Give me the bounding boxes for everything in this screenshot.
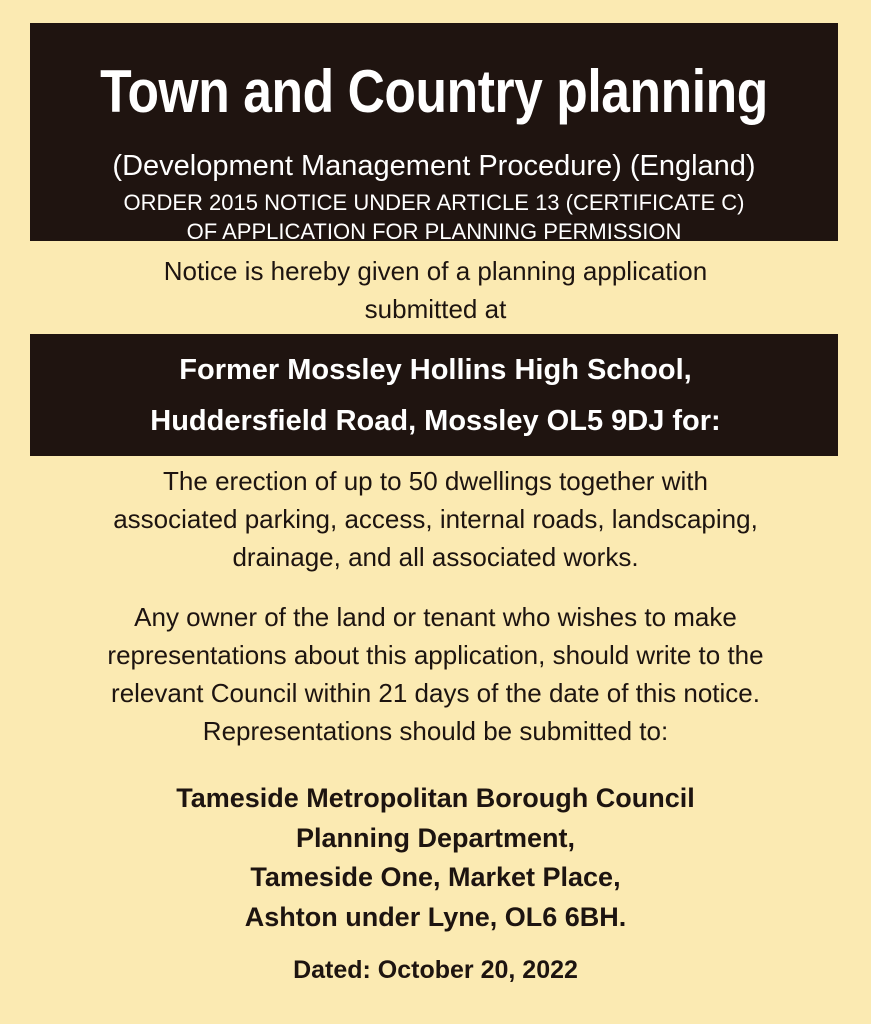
intro-line-2: submitted at: [364, 294, 507, 324]
representations-line-2: representations about this application, should write to the: [107, 640, 764, 670]
council-line-4: Ashton under Lyne, OL6 6BH.: [244, 901, 627, 932]
description-line-2: associated parking, access, internal roads, landscaping,: [113, 504, 758, 534]
order-line-1: ORDER 2015 NOTICE UNDER ARTICLE 13 (CERTIFICATE C): [123, 190, 745, 215]
representations-line-3: relevant Council within 21 days of the date of this notice.: [111, 678, 760, 708]
notice-title: Town and Country planning: [100, 58, 768, 125]
intro-text: [0, 252, 871, 328]
description-line-1: The erection of up to 50 dwellings together with: [163, 466, 708, 496]
order-line-2: OF APPLICATION FOR PLANNING PERMISSION: [186, 219, 682, 244]
representations-line-4: Representations should be submitted to:: [202, 716, 669, 746]
notice-subtitle: (Development Management Procedure) (England): [112, 150, 756, 182]
council-address: [0, 779, 871, 937]
header-box: [30, 23, 838, 244]
council-line-3: Tameside One, Market Place,: [250, 862, 621, 892]
representations-text: [0, 598, 871, 750]
description-line-3: drainage, and all associated works.: [232, 542, 639, 572]
site-address-line-1: Former Mossley Hollins High School,: [179, 354, 692, 386]
site-address-line-2: Huddersfield Road, Mossley OL5 9DJ for:: [150, 405, 721, 437]
representations-line-1: Any owner of the land or tenant who wishes to make: [134, 602, 737, 632]
notice-date: Dated: October 20, 2022: [293, 956, 578, 984]
council-line-1: Tameside Metropolitan Borough Council: [176, 783, 695, 813]
council-line-2: Planning Department,: [295, 822, 576, 853]
intro-line-1: Notice is hereby given of a planning application: [163, 256, 708, 286]
development-description: [0, 462, 871, 576]
order-reference: [30, 188, 838, 246]
